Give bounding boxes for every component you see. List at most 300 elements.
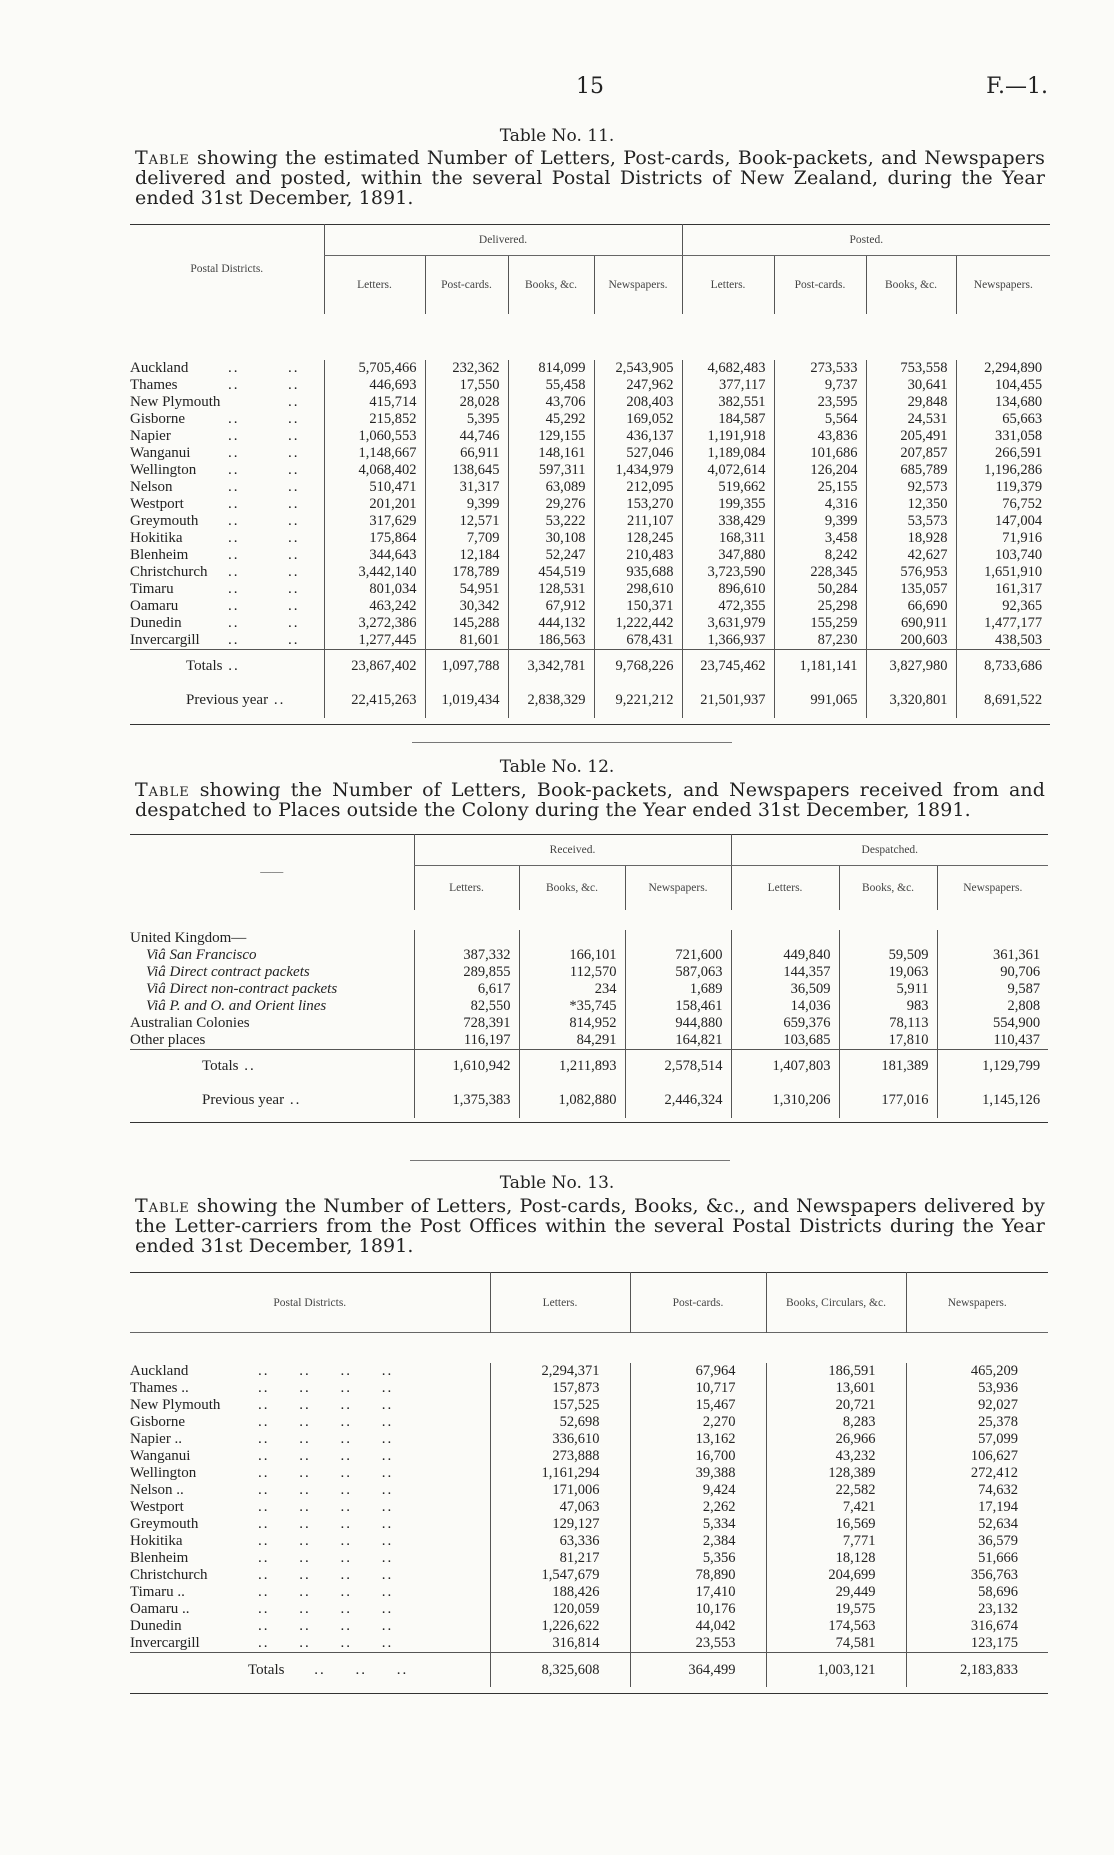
value-cell: 18,128 [766, 1550, 906, 1567]
value-cell: 3,723,590 [682, 564, 774, 581]
value-cell: 110,437 [937, 1032, 1048, 1050]
value-cell: 3,827,980 [866, 649, 956, 684]
value-cell: 36,579 [906, 1533, 1048, 1550]
value-cell: 519,662 [682, 479, 774, 496]
value-cell: 205,491 [866, 428, 956, 445]
value-cell: 177,016 [839, 1084, 937, 1118]
district-cell [130, 1431, 490, 1448]
value-cell: 52,247 [508, 547, 594, 564]
value-cell: 2,578,514 [625, 1049, 731, 1084]
table-13-title: Table No. 13. [499, 1173, 615, 1193]
table-row [130, 360, 1050, 377]
district-name: Nelson .. [130, 1482, 184, 1498]
table-row [130, 1397, 1048, 1414]
group-header-despatched: Despatched. [731, 835, 1048, 866]
value-cell: 331,058 [956, 428, 1050, 445]
value-cell: 67,912 [508, 598, 594, 615]
table-row [130, 479, 1050, 496]
totals-label-text: Totals [186, 658, 223, 674]
table-row [130, 530, 1050, 547]
value-cell: 157,873 [490, 1380, 630, 1397]
district-cell [130, 360, 324, 377]
value-cell: 153,270 [594, 496, 682, 513]
district-name: Gisborne [130, 1414, 185, 1430]
value-cell: 29,449 [766, 1584, 906, 1601]
district-name: Christchurch [130, 563, 208, 580]
leader-dots: .. [228, 495, 240, 512]
value-cell: 14,036 [731, 998, 839, 1015]
value-cell: 90,706 [937, 964, 1048, 981]
value-cell: 52,634 [906, 1516, 1048, 1533]
value-cell: 186,591 [766, 1363, 906, 1380]
table-row [130, 1431, 1048, 1448]
row-header: —— [260, 866, 284, 879]
value-cell: 63,336 [490, 1533, 630, 1550]
district-cell [130, 1618, 490, 1635]
value-cell: 21,501,937 [682, 684, 774, 718]
value-cell: 5,705,466 [324, 360, 425, 377]
value-cell: 101,686 [774, 445, 866, 462]
value-cell: 814,952 [519, 1015, 625, 1032]
value-cell: 4,072,614 [682, 462, 774, 479]
value-cell: 58,696 [906, 1584, 1048, 1601]
leader-dots: .. [228, 631, 240, 648]
district-name: Auckland [130, 1363, 189, 1379]
table-bottom-rule [130, 718, 1050, 725]
district-name: Thames .. [130, 1380, 189, 1396]
value-cell: 2,294,890 [956, 360, 1050, 377]
district-name: Blenheim [130, 546, 189, 563]
district-cell [130, 445, 324, 462]
value-cell: 9,587 [937, 981, 1048, 998]
value-cell: 7,421 [766, 1499, 906, 1516]
leader-dots-2: .. [288, 597, 300, 614]
district-name: Napier .. [130, 1431, 183, 1447]
leader-dots: .. .. .. .. [258, 1516, 394, 1532]
district-name: Oamaru [130, 597, 179, 614]
value-cell: 59,509 [839, 947, 937, 964]
value-cell: 1,310,206 [731, 1084, 839, 1118]
table-row [130, 598, 1050, 615]
value-cell: 103,685 [731, 1032, 839, 1050]
value-cell: 9,768,226 [594, 649, 682, 684]
value-cell: 30,342 [425, 598, 508, 615]
value-cell: 1,222,442 [594, 615, 682, 632]
district-cell [130, 394, 324, 411]
district-name: Dunedin [130, 614, 182, 631]
value-cell: 1,060,553 [324, 428, 425, 445]
table-row [130, 998, 1048, 1015]
leader-dots: .. .. .. .. [258, 1448, 394, 1464]
leader-dots: .. .. .. .. [258, 1482, 394, 1498]
table-row [130, 1601, 1048, 1618]
value-cell: 527,046 [594, 445, 682, 462]
value-cell: 273,888 [490, 1448, 630, 1465]
value-cell: 134,680 [956, 394, 1050, 411]
value-cell: 17,410 [630, 1584, 766, 1601]
value-cell: 44,746 [425, 428, 508, 445]
column-header: Newspapers. [937, 866, 1048, 910]
value-cell: 364,499 [630, 1653, 766, 1688]
caption-text: showing the Number of Letters, Post-cards, Books, &c., and Newspapers delivered by the Letter-carriers from the Post Offices within the several Postal Districts during the Year ended 31st December, 1891. [135, 1195, 1045, 1257]
value-cell: 23,553 [630, 1635, 766, 1653]
table-13-caption [135, 1196, 1045, 1256]
value-cell: 449,840 [731, 947, 839, 964]
group-header-posted: Posted. [682, 225, 1050, 256]
district-name: Nelson [130, 478, 173, 495]
empty-cell [731, 930, 839, 947]
table-row [130, 564, 1050, 581]
column-header: Post-cards. [425, 256, 508, 314]
leader-dots: .. .. .. [284, 1661, 409, 1678]
value-cell: 92,027 [906, 1397, 1048, 1414]
value-cell: 87,230 [774, 632, 866, 650]
value-cell: 3,631,979 [682, 615, 774, 632]
value-cell: 5,395 [425, 411, 508, 428]
value-cell: 207,857 [866, 445, 956, 462]
district-name: Westport [130, 495, 184, 512]
value-cell: 896,610 [682, 581, 774, 598]
place-name: Viâ Direct non-contract packets [146, 980, 338, 997]
table-row [130, 981, 1048, 998]
district-cell [130, 496, 324, 513]
value-cell: 135,057 [866, 581, 956, 598]
value-cell: 92,573 [866, 479, 956, 496]
value-cell: 166,101 [519, 947, 625, 964]
value-cell: 78,890 [630, 1567, 766, 1584]
value-cell: 66,911 [425, 445, 508, 462]
value-cell: 3,320,801 [866, 684, 956, 718]
value-cell: 13,601 [766, 1380, 906, 1397]
table-11-caption [135, 148, 1045, 208]
value-cell: 7,771 [766, 1533, 906, 1550]
group-header-delivered: Delivered. [324, 225, 682, 256]
value-cell: 438,503 [956, 632, 1050, 650]
district-name: Wanganui [130, 444, 191, 461]
district-name: Blenheim [130, 1550, 189, 1566]
value-cell: 316,674 [906, 1618, 1048, 1635]
value-cell: 204,699 [766, 1567, 906, 1584]
column-header: Books, &c. [508, 256, 594, 314]
column-header: Newspapers. [956, 256, 1050, 314]
value-cell: 377,117 [682, 377, 774, 394]
value-cell: 23,595 [774, 394, 866, 411]
totals-row [130, 1653, 1048, 1688]
value-cell: 54,951 [425, 581, 508, 598]
place-cell [130, 1015, 414, 1032]
value-cell: 232,362 [425, 360, 508, 377]
value-cell: 685,789 [866, 462, 956, 479]
district-name: Greymouth [130, 512, 199, 529]
value-cell: 17,194 [906, 1499, 1048, 1516]
value-cell: 3,442,140 [324, 564, 425, 581]
table-row [130, 581, 1050, 598]
value-cell: 150,371 [594, 598, 682, 615]
value-cell: 3,342,781 [508, 649, 594, 684]
value-cell: 23,132 [906, 1601, 1048, 1618]
totals-row [130, 649, 1050, 684]
table-row [130, 1380, 1048, 1397]
table-row [130, 1533, 1048, 1550]
value-cell: 28,028 [425, 394, 508, 411]
value-cell: 1,434,979 [594, 462, 682, 479]
leader-dots: .. [228, 529, 240, 546]
value-cell: 215,852 [324, 411, 425, 428]
value-cell: 18,928 [866, 530, 956, 547]
column-header: Books, &c. [866, 256, 956, 314]
district-cell [130, 1635, 490, 1653]
leader-dots: .. [228, 478, 240, 495]
value-cell: 164,821 [625, 1032, 731, 1050]
column-header: Books, Circulars, &c. [766, 1273, 906, 1333]
value-cell: 128,531 [508, 581, 594, 598]
table-11-end-rule [412, 742, 732, 743]
value-cell: 71,916 [956, 530, 1050, 547]
table-row [130, 547, 1050, 564]
value-cell: 454,519 [508, 564, 594, 581]
value-cell: 1,189,084 [682, 445, 774, 462]
value-cell: 1,547,679 [490, 1567, 630, 1584]
value-cell: 1,082,880 [519, 1084, 625, 1118]
value-cell: 690,911 [866, 615, 956, 632]
leader-dots: .. [228, 512, 240, 529]
value-cell: *35,745 [519, 998, 625, 1015]
caption-text: showing the Number of Letters, Book-packets, and Newspapers received from and despatched to Places outside the Colony during the Year ended 31st December, 1891. [135, 779, 1046, 821]
table-12-title: Table No. 12. [499, 757, 615, 777]
district-cell [130, 530, 324, 547]
totals-label-text: Totals [248, 1661, 285, 1678]
value-cell: 1,277,445 [324, 632, 425, 650]
value-cell: 2,808 [937, 998, 1048, 1015]
leader-dots-2: .. [288, 444, 300, 461]
value-cell: 8,325,608 [490, 1653, 630, 1688]
previous-year-row [130, 684, 1050, 718]
caption-lead: Table [135, 1195, 190, 1217]
value-cell: 6,617 [414, 981, 519, 998]
value-cell: 338,429 [682, 513, 774, 530]
leader-dots-2: .. [288, 376, 300, 393]
table-12-caption [135, 780, 1045, 820]
leader-dots: .. .. .. .. [258, 1499, 394, 1515]
district-name: Dunedin [130, 1618, 182, 1634]
district-cell [130, 581, 324, 598]
value-cell: 4,682,483 [682, 360, 774, 377]
table-row [130, 411, 1050, 428]
value-cell: 81,601 [425, 632, 508, 650]
empty-cell [414, 930, 519, 947]
value-cell: 2,384 [630, 1533, 766, 1550]
leader-dots-2: .. [288, 546, 300, 563]
column-header: Post-cards. [630, 1273, 766, 1333]
value-cell: 247,962 [594, 377, 682, 394]
value-cell: 356,763 [906, 1567, 1048, 1584]
district-cell [130, 632, 324, 650]
totals-label [130, 1049, 414, 1084]
district-cell [130, 479, 324, 496]
district-cell [130, 1363, 490, 1380]
leader-dots-2: .. [288, 427, 300, 444]
table-12-end-rule [410, 1160, 730, 1161]
leader-dots-2: .. [288, 614, 300, 631]
value-cell: 175,864 [324, 530, 425, 547]
value-cell: 53,936 [906, 1380, 1048, 1397]
value-cell: 944,880 [625, 1015, 731, 1032]
value-cell: 446,693 [324, 377, 425, 394]
caption-lead: Table [135, 779, 190, 801]
value-cell: 2,543,905 [594, 360, 682, 377]
value-cell: 19,575 [766, 1601, 906, 1618]
previous-label [130, 1084, 414, 1118]
value-cell: 29,848 [866, 394, 956, 411]
value-cell: 8,733,686 [956, 649, 1050, 684]
district-cell [130, 462, 324, 479]
value-cell: 147,004 [956, 513, 1050, 530]
district-cell [130, 615, 324, 632]
value-cell: 234 [519, 981, 625, 998]
district-name: Wellington [130, 1465, 197, 1481]
leader-dots: .. [228, 427, 240, 444]
value-cell: 1,211,893 [519, 1049, 625, 1084]
table-row [130, 513, 1050, 530]
district-cell [130, 1380, 490, 1397]
value-cell: 66,690 [866, 598, 956, 615]
section-label: United Kingdom— [130, 929, 247, 946]
value-cell: 463,242 [324, 598, 425, 615]
leader-dots-2: .. [288, 631, 300, 648]
value-cell: 1,407,803 [731, 1049, 839, 1084]
value-cell: 184,587 [682, 411, 774, 428]
leader-dots: .. .. .. .. [258, 1567, 394, 1583]
value-cell: 12,350 [866, 496, 956, 513]
table-row [130, 1448, 1048, 1465]
value-cell: 8,691,522 [956, 684, 1050, 718]
table-row [130, 1015, 1048, 1032]
value-cell: 273,533 [774, 360, 866, 377]
district-name: Auckland [130, 359, 189, 376]
value-cell: 31,317 [425, 479, 508, 496]
value-cell: 814,099 [508, 360, 594, 377]
table-row [130, 1482, 1048, 1499]
value-cell: 138,645 [425, 462, 508, 479]
value-cell: 9,399 [425, 496, 508, 513]
value-cell: 174,563 [766, 1618, 906, 1635]
leader-dots-2: .. [288, 512, 300, 529]
value-cell: 415,714 [324, 394, 425, 411]
value-cell: 12,184 [425, 547, 508, 564]
value-cell: 7,709 [425, 530, 508, 547]
value-cell: 50,284 [774, 581, 866, 598]
value-cell: 45,292 [508, 411, 594, 428]
district-name: Greymouth [130, 1516, 199, 1532]
value-cell: 30,641 [866, 377, 956, 394]
group-header-received: Received. [414, 835, 731, 866]
leader-dots: .. [284, 1092, 302, 1108]
value-cell: 361,361 [937, 947, 1048, 964]
row-header: Postal Districts. [190, 263, 264, 276]
value-cell: 228,345 [774, 564, 866, 581]
empty-cell [625, 930, 731, 947]
value-cell: 2,270 [630, 1414, 766, 1431]
value-cell: 444,132 [508, 615, 594, 632]
leader-dots: .. [228, 444, 240, 461]
place-name: Australian Colonies [130, 1014, 250, 1031]
leader-dots: .. [228, 461, 240, 478]
value-cell: 44,042 [630, 1618, 766, 1635]
empty-cell [519, 930, 625, 947]
value-cell: 25,298 [774, 598, 866, 615]
value-cell: 344,643 [324, 547, 425, 564]
value-cell: 145,288 [425, 615, 508, 632]
value-cell: 55,458 [508, 377, 594, 394]
value-cell: 5,564 [774, 411, 866, 428]
district-name: Timaru [130, 580, 174, 597]
district-name: Christchurch [130, 1567, 208, 1583]
column-header: Books, &c. [519, 866, 625, 910]
value-cell: 721,600 [625, 947, 731, 964]
value-cell: 65,663 [956, 411, 1050, 428]
table-bottom-rule [130, 1118, 1048, 1123]
leader-dots: .. [228, 546, 240, 563]
value-cell: 157,525 [490, 1397, 630, 1414]
value-cell: 13,162 [630, 1431, 766, 1448]
value-cell: 465,209 [906, 1363, 1048, 1380]
table-bottom-rule [130, 1687, 1048, 1694]
value-cell: 5,334 [630, 1516, 766, 1533]
previous-label [130, 684, 324, 718]
value-cell: 3,272,386 [324, 615, 425, 632]
value-cell: 181,389 [839, 1049, 937, 1084]
value-cell: 678,431 [594, 632, 682, 650]
value-cell: 2,294,371 [490, 1363, 630, 1380]
value-cell: 84,291 [519, 1032, 625, 1050]
caption-text: showing the estimated Number of Letters, Post-cards, Book-packets, and Newspapers delivered and posted, within the several Postal Districts of New Zealand, during the Year ended 31st December, 1891. [135, 147, 1046, 209]
leader-dots: .. .. .. .. [258, 1584, 394, 1600]
district-name: Westport [130, 1499, 184, 1515]
column-header: Letters. [682, 256, 774, 314]
value-cell: 52,698 [490, 1414, 630, 1431]
value-cell: 17,810 [839, 1032, 937, 1050]
leader-dots-2: .. [288, 563, 300, 580]
value-cell: 347,880 [682, 547, 774, 564]
value-cell: 161,317 [956, 581, 1050, 598]
place-name: Viâ San Francisco [146, 946, 257, 963]
totals-label [130, 649, 324, 684]
district-cell [130, 1482, 490, 1499]
leader-dots-2: .. [288, 359, 300, 376]
district-name: Invercargill [130, 631, 200, 648]
district-cell [130, 513, 324, 530]
value-cell: 1,196,286 [956, 462, 1050, 479]
leader-dots: .. .. .. .. [258, 1618, 394, 1634]
value-cell: 119,379 [956, 479, 1050, 496]
value-cell: 201,201 [324, 496, 425, 513]
value-cell: 659,376 [731, 1015, 839, 1032]
value-cell: 24,531 [866, 411, 956, 428]
value-cell: 74,632 [906, 1482, 1048, 1499]
table-row [130, 1516, 1048, 1533]
value-cell: 116,197 [414, 1032, 519, 1050]
leader-dots: .. .. .. .. [258, 1533, 394, 1549]
table-13 [130, 1272, 1048, 1694]
value-cell: 23,745,462 [682, 649, 774, 684]
value-cell: 4,068,402 [324, 462, 425, 479]
value-cell: 5,356 [630, 1550, 766, 1567]
column-header: Letters. [490, 1273, 630, 1333]
value-cell: 1,375,383 [414, 1084, 519, 1118]
district-cell [130, 1567, 490, 1584]
value-cell: 128,389 [766, 1465, 906, 1482]
value-cell: 10,176 [630, 1601, 766, 1618]
